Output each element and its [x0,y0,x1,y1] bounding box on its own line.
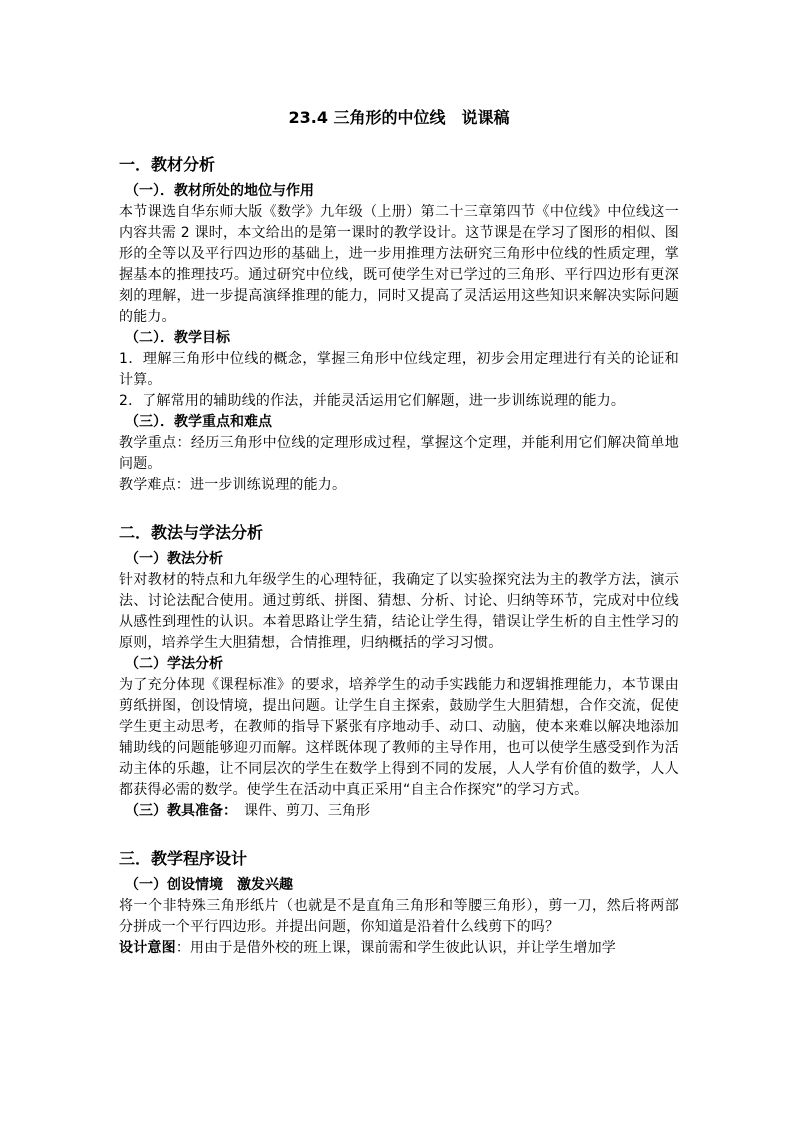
section-heading-1: 一．教材分析 [119,155,216,174]
section-heading-3: 三．教学程序设计 [119,849,248,868]
subsection-heading-2-3 [119,801,679,822]
paragraph: 针对教材的特点和九年级学生的心理特征，我确定了以实验探究法为主的教学方法，演示法、讨论法配合使用。通过剪纸、拼图、猜想、分析、讨论、归纳等环节，完成对中位线从感性到理性的认识。本着思路让学生猜，结论让学生得，错误让学生析的自主性学习的原则，培养学生大胆猜想，合情推理，归纳概括的学习习惯。 [119,572,679,651]
document-page [119,105,679,959]
subsection-heading-label: （三）教具准备： [125,803,230,819]
paragraph: 教学难点：进一步训练说理的能力。 [119,477,347,493]
paragraph: 本节课选自华东师大版《数学》九年级（上册）第二十三章第四节《中位线》中位线这一内容共需 2 课时，本文给出的是第一课时的教学设计。这节课是在学习了图形的相似、图形的全等以及平行四边形的基础上，进一步用推理方法研究三角形中位线的性质定理，掌握基本的推理技巧。通过研究中位线，既可使学生对已学过的三角形、平行四边形有更深刻的理解，进一步提高演绎推理的能力，同时又提高了灵活运用这些知识来解决实际问题的能力。 [119,204,679,325]
paragraph: 将一个非特殊三角形纸片（也就是不是直角三角形和等腰三角形），剪一刀，然后将两部分拼成一个平行四边形。并提出问题，你知道是沿着什么线剪下的吗？ [119,898,679,935]
subsection-heading-2-1: （一）教法分析 [125,551,223,567]
design-intent-label: 设计意图 [119,940,176,956]
paragraph: 1．理解三角形中位线的概念，掌握三角形中位线定理，初步会用定理进行有关的论证和计算。 [119,351,679,388]
design-intent-text: ：用由于是借外校的班上课，课前需和学生彼此认识，并让学生增加学 [175,940,617,956]
paragraph: 2．了解常用的辅助线的作法，并能灵活运用它们解题，进一步训练说理的能力。 [119,393,626,409]
paragraph: 教学重点：经历三角形中位线的定理形成过程，掌握这个定理，并能利用它们解决简单地问题。 [119,435,679,472]
subsection-heading-3-1: （一）创设情境 激发兴趣 [125,877,293,893]
subsection-heading-1-2: （二）．教学目标 [125,330,230,346]
paragraph: 为了充分体现《课程标准》的要求，培养学生的动手实践能力和逻辑推理能力，本节课由剪纸拼图，创设情境，提出问题。让学生自主探索，鼓励学生大胆猜想，合作交流，促使学生更主动思考，在教师的指导下紧张有序地动手、动口、动脑，使本来难以解决地添加辅助线的问题能够迎刃而解。这样既体现了教师的主导作用，也可以使学生感受到作为活动主体的乐趣，让不同层次的学生在数学上得到不同的发展，人人学有价值的数学，人人都获得必需的数学。使学生在活动中真正采用“自主合作探究”的学习方式。 [119,677,679,798]
teaching-aids-text: 课件、剪刀、三角形 [230,803,370,819]
subsection-heading-1-1: （一）．教材所处的地位与作用 [125,183,314,199]
subsection-heading-2-2: （二）学法分析 [125,656,223,672]
document-title: 23.4 三角形的中位线 说课稿 [288,108,510,127]
subsection-heading-1-3: （三）．教学重点和难点 [125,414,272,430]
design-intent-paragraph [119,938,679,959]
section-heading-2: 二．教法与学法分析 [119,523,264,542]
